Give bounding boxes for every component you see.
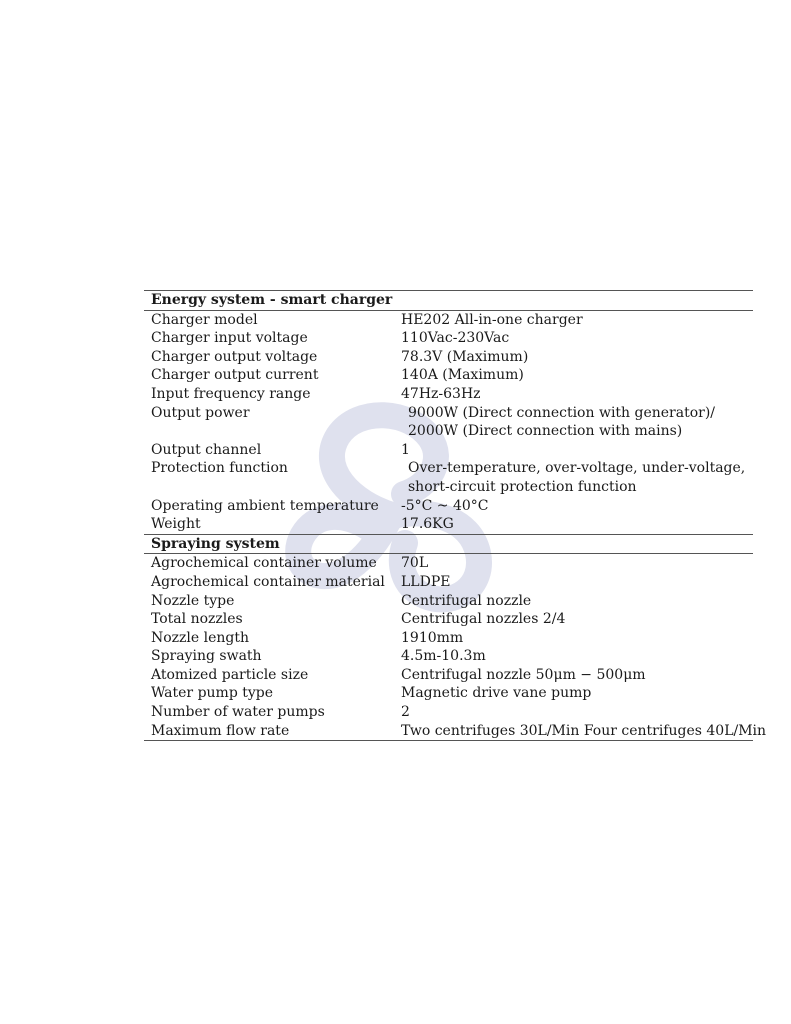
table-row bbox=[144, 441, 753, 460]
table-row bbox=[144, 385, 753, 404]
spec-value bbox=[394, 441, 753, 460]
spec-label: Output channel bbox=[151, 441, 262, 458]
spec-label: Operating ambient temperature bbox=[151, 497, 379, 514]
spec-value bbox=[394, 722, 767, 741]
specification-table bbox=[144, 290, 767, 741]
spec-value-line: 1910mm bbox=[401, 629, 464, 646]
table-row bbox=[144, 573, 753, 592]
spec-value bbox=[394, 554, 753, 573]
spec-value-line: Centrifugal nozzle 50μm − 500μm bbox=[401, 666, 646, 683]
table-row bbox=[144, 610, 753, 629]
spec-value bbox=[394, 592, 753, 611]
spec-label: Total nozzles bbox=[151, 611, 243, 628]
spec-label: Charger model bbox=[151, 311, 258, 328]
spec-value bbox=[394, 703, 753, 722]
table-row bbox=[144, 722, 753, 741]
spec-value bbox=[394, 329, 753, 348]
table-row bbox=[144, 329, 753, 348]
spec-value bbox=[394, 497, 753, 516]
spec-value bbox=[394, 459, 753, 496]
spec-value-line: -5°C ~ 40°C bbox=[401, 497, 489, 514]
table-row bbox=[144, 497, 753, 516]
spec-value-line: 17.6KG bbox=[401, 516, 454, 533]
spec-label: Agrochemical container volume bbox=[151, 555, 377, 572]
spec-value-line: HE202 All-in-one charger bbox=[401, 311, 583, 328]
spec-value-line: 47Hz-63Hz bbox=[401, 385, 481, 402]
section-header bbox=[144, 534, 753, 554]
spec-value bbox=[394, 666, 753, 685]
spec-value-line: LLDPE bbox=[401, 573, 451, 590]
spec-value bbox=[394, 348, 753, 367]
spec-label: Nozzle type bbox=[151, 592, 235, 609]
table-row bbox=[144, 684, 753, 703]
table-row bbox=[144, 592, 753, 611]
spec-value bbox=[394, 385, 753, 404]
spec-value-line: 4.5m-10.3m bbox=[401, 648, 486, 665]
spec-value bbox=[394, 629, 753, 648]
spec-label: Spraying swath bbox=[151, 648, 262, 665]
spec-label: Charger output voltage bbox=[151, 348, 318, 365]
spec-value-line: 78.3V (Maximum) bbox=[401, 348, 529, 365]
table-row bbox=[144, 554, 753, 573]
spec-value bbox=[394, 515, 753, 534]
table-row bbox=[144, 629, 753, 648]
table-row bbox=[144, 404, 753, 441]
spec-label: Nozzle length bbox=[151, 629, 250, 646]
spec-value-line: 2000W (Direct connection with mains) bbox=[408, 423, 683, 440]
table-row bbox=[144, 348, 753, 367]
spec-label: Charger output current bbox=[151, 367, 319, 384]
spec-value-line: 1 bbox=[401, 441, 410, 458]
spec-value-line: 140A (Maximum) bbox=[401, 367, 524, 384]
spec-value-line: Magnetic drive vane pump bbox=[401, 685, 592, 702]
spec-label: Maximum flow rate bbox=[144, 722, 394, 741]
spec-label: Number of water pumps bbox=[151, 704, 325, 721]
spec-label: Water pump type bbox=[151, 685, 274, 702]
spec-label: Agrochemical container material bbox=[151, 573, 385, 590]
spec-value bbox=[394, 310, 753, 329]
spec-value-line: Centrifugal nozzles 2/4 bbox=[401, 611, 566, 628]
spec-value-line: 110Vac-230Vac bbox=[401, 330, 510, 347]
section-title: Energy system - smart charger bbox=[144, 291, 753, 311]
spec-value-line: Centrifugal nozzle bbox=[401, 592, 532, 609]
spec-value bbox=[394, 366, 753, 385]
spec-value bbox=[394, 684, 753, 703]
spec-value-line: Two centrifuges 30L/Min Four centrifuges 40L/Min bbox=[401, 722, 767, 739]
spec-label: Input frequency range bbox=[151, 385, 311, 402]
spec-value-line: 9000W (Direct connection with generator)/ bbox=[408, 404, 716, 421]
spec-label: Protection function bbox=[151, 460, 288, 477]
table-row bbox=[144, 459, 753, 496]
spec-value bbox=[394, 404, 753, 441]
spec-label: Charger input voltage bbox=[151, 330, 308, 347]
spec-value bbox=[394, 647, 753, 666]
spec-value-line: 2 bbox=[401, 704, 410, 721]
spec-value-line: Over-temperature, over-voltage, under-voltage, bbox=[408, 460, 746, 477]
table-row bbox=[144, 515, 753, 534]
spec-value bbox=[394, 610, 753, 629]
table-row bbox=[144, 703, 753, 722]
table-row bbox=[144, 366, 753, 385]
spec-label: Weight bbox=[151, 516, 201, 533]
spec-value-line: short-circuit protection function bbox=[408, 478, 637, 495]
spec-label: Atomized particle size bbox=[151, 666, 309, 683]
spec-value-line: 70L bbox=[401, 555, 429, 572]
spec-label: Output power bbox=[151, 404, 250, 421]
section-title: Spraying system bbox=[144, 534, 753, 554]
table-row bbox=[144, 647, 753, 666]
section-header bbox=[144, 291, 753, 311]
table-row bbox=[144, 310, 753, 329]
spec-value bbox=[394, 573, 753, 592]
table-row bbox=[144, 666, 753, 685]
